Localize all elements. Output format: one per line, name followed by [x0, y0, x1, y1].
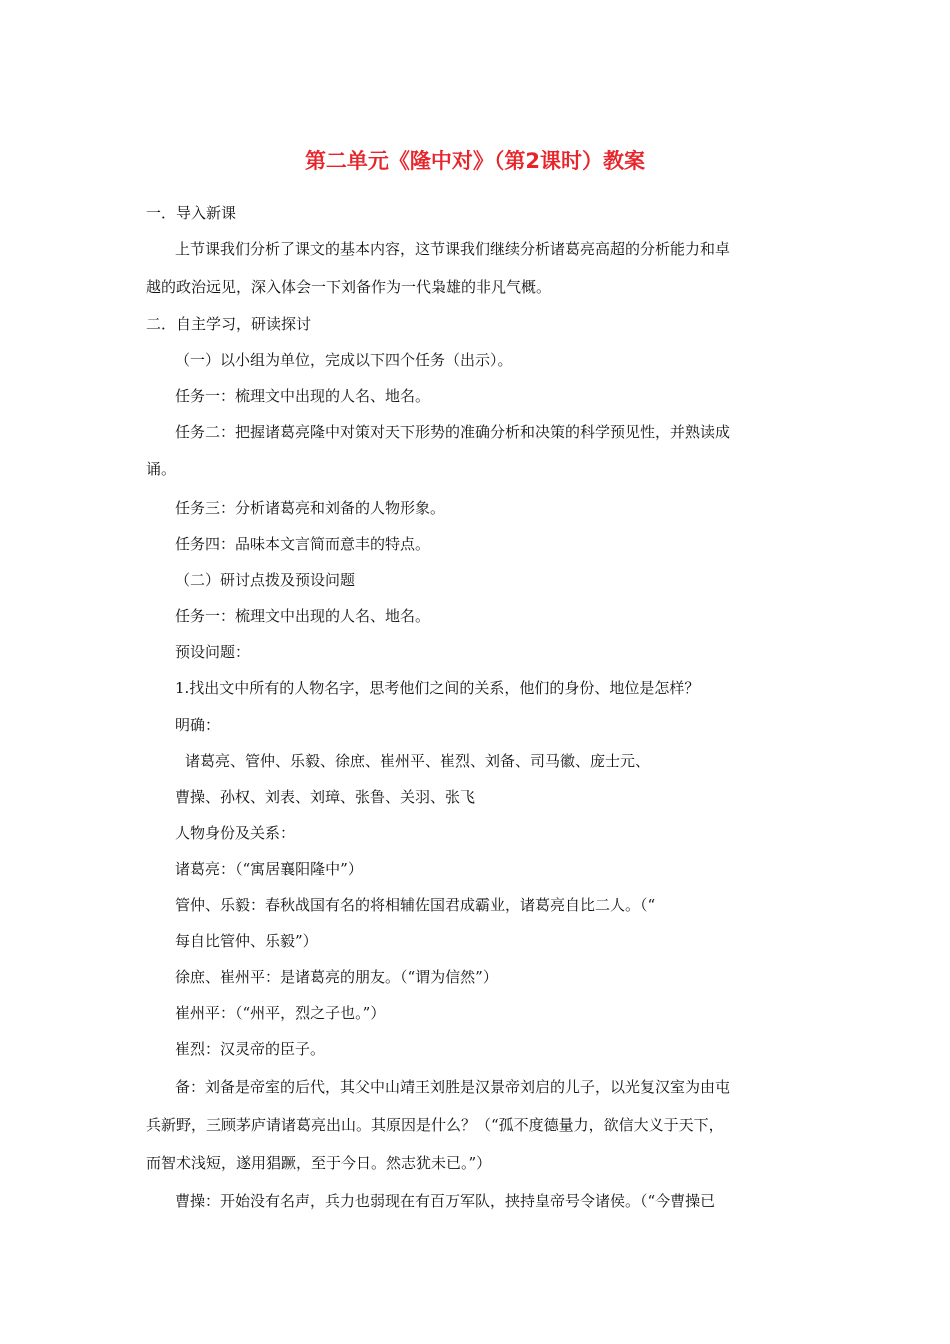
task-line: 诵。: [146, 460, 177, 478]
paragraph-line: 每自比管仲、乐毅”）: [175, 932, 318, 950]
task-line: 任务四：品味本文言简而意丰的特点。: [175, 535, 431, 553]
paragraph-line: 明确：: [175, 716, 221, 734]
document-title: 第二单元《隆中对》（第2课时）教案: [304, 149, 646, 173]
paragraph-line: 徐庶、崔州平：是诸葛亮的朋友。（“谓为信然”）: [175, 968, 498, 986]
subsection-heading: （二）研讨点拨及预设问题: [175, 571, 356, 589]
paragraph-line: 曹操、孙权、刘表、刘璋、张鲁、关羽、张飞: [175, 788, 476, 806]
question-line: 1.找出文中所有的人物名字，思考他们之间的关系，他们的身份、地位是怎样？: [175, 679, 700, 697]
section-heading-2: 二．自主学习，研读探讨: [146, 315, 312, 333]
task-line: 任务一：梳理文中出现的人名、地名。: [175, 387, 431, 405]
paragraph-line: 崔烈：汉灵帝的臣子。: [175, 1040, 326, 1058]
paragraph-line: 管仲、乐毅：春秋战国有名的将相辅佐国君成霸业，诸葛亮自比二人。（“: [175, 896, 656, 914]
paragraph-line: 诸葛亮：（“寓居襄阳隆中”）: [175, 860, 363, 878]
task-line: 任务三：分析诸葛亮和刘备的人物形象。: [175, 499, 446, 517]
paragraph-line: 而智术浅短，遂用猖蹶，至于今日。然志犹未已。”）: [146, 1154, 492, 1172]
paragraph-line: 崔州平：（“州平，烈之子也。”）: [175, 1004, 386, 1022]
paragraph-line: 越的政治远见，深入体会一下刘备作为一代枭雄的非凡气概。: [146, 278, 552, 296]
paragraph-line: 人物身份及关系：: [175, 824, 296, 842]
subsection-heading: （一）以小组为单位，完成以下四个任务（出示）。: [175, 351, 513, 369]
paragraph-line: 曹操：开始没有名声，兵力也弱现在有百万军队，挟持皇帝号令诸侯。（“今曹操已: [175, 1192, 716, 1210]
task-line: 任务一：梳理文中出现的人名、地名。: [175, 607, 431, 625]
paragraph-line: 诸葛亮、管仲、乐毅、徐庶、崔州平、崔烈、刘备、司马徽、庞士元、: [185, 752, 651, 770]
paragraph-line: 上节课我们分析了课文的基本内容，这节课我们继续分析诸葛亮高超的分析能力和卓: [175, 240, 731, 258]
paragraph-line: 预设问题：: [175, 643, 251, 661]
task-line: 任务二：把握诸葛亮隆中对策对天下形势的准确分析和决策的科学预见性，并熟读成: [175, 423, 731, 441]
section-heading-1: 一．导入新课: [146, 204, 237, 222]
paragraph-line: 备：刘备是帝室的后代，其父中山靖王刘胜是汉景帝刘启的儿子，以光复汉室为由屯: [175, 1078, 731, 1096]
paragraph-line: 兵新野，三顾茅庐请诸葛亮出山。其原因是什么？（“孤不度德量力，欲信大义于天下，: [146, 1116, 724, 1134]
